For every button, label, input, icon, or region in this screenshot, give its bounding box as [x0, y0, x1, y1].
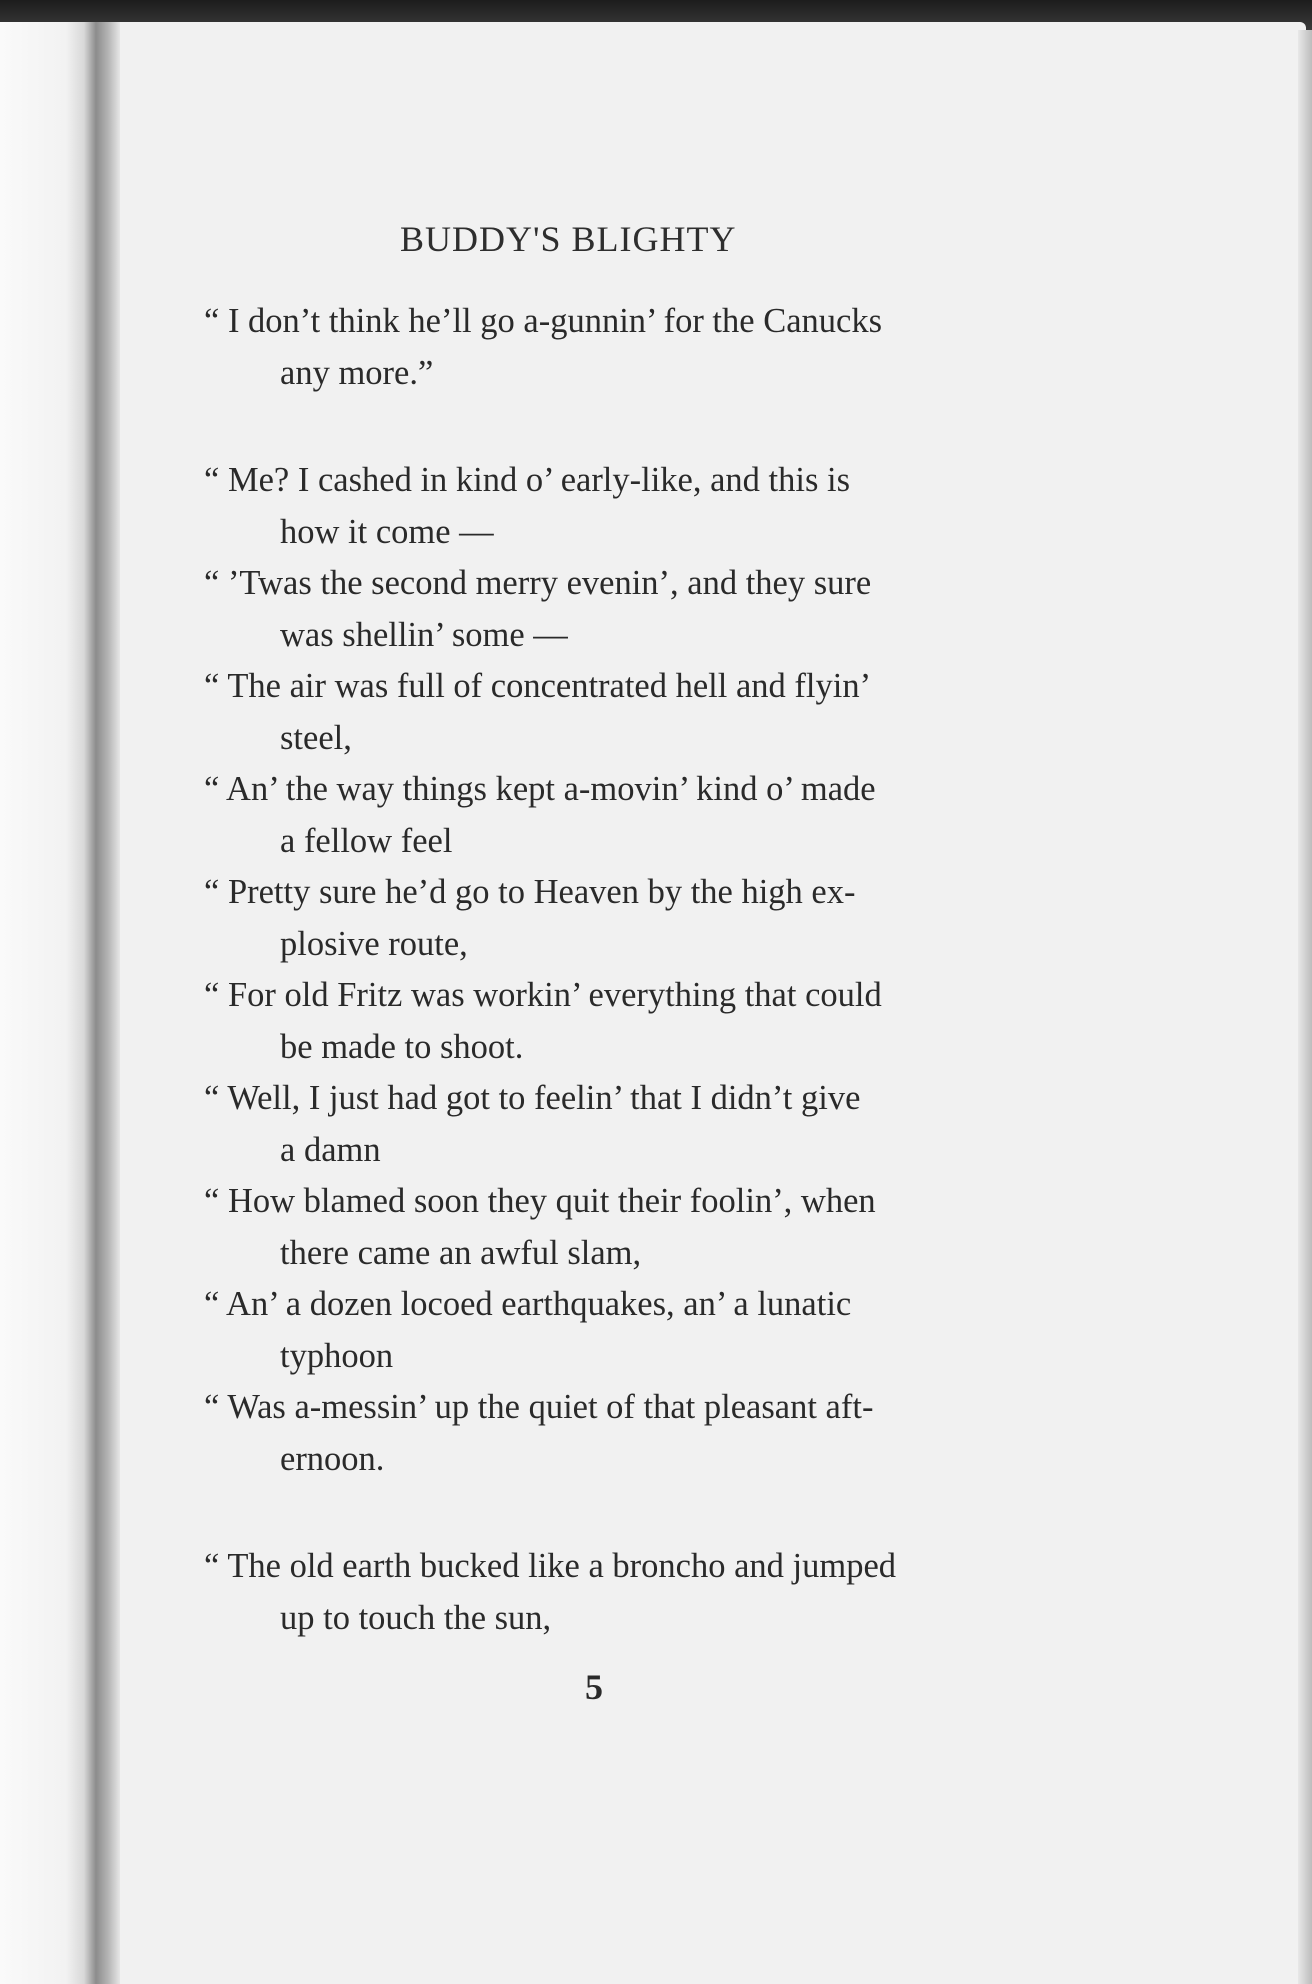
verse-line-continuation: any more.” [280, 353, 434, 392]
verse-line: “ An’ a dozen locoed earthquakes, an’ a lunatic [204, 1285, 852, 1323]
verse-line-continuation: be made to shoot. [280, 1027, 524, 1066]
verse-line-continuation: ernoon. [280, 1439, 385, 1478]
verse [204, 970, 1024, 1073]
verse-line: “ ’Twas the second merry evenin’, and they sure [204, 564, 872, 602]
page-gutter-shadow [0, 22, 120, 1984]
poem-body [204, 296, 1024, 1644]
verse-line-continuation: was shellin’ some — [280, 615, 568, 654]
stanza [204, 455, 1024, 1485]
verse-line-continuation: up to touch the sun, [280, 1598, 552, 1637]
verse [204, 764, 1024, 867]
verse-line: “ The air was full of concentrated hell and flyin’ [204, 667, 872, 705]
verse-line: “ Well, I just had got to feelin’ that I didn’t give [204, 1079, 861, 1117]
verse [204, 296, 1024, 399]
verse [204, 558, 1024, 661]
running-head: BUDDY'S BLIGHTY [400, 219, 737, 259]
verse [204, 1176, 1024, 1279]
verse-line: “ An’ the way things kept a-movin’ kind o’ made [204, 770, 876, 808]
verse-line-continuation: steel, [280, 718, 352, 757]
verse-line: “ Was a-messin’ up the quiet of that pleasant aft- [204, 1388, 874, 1426]
page-number: 5 [585, 1667, 603, 1707]
verse-line-continuation: a damn [280, 1130, 381, 1169]
stanza [204, 1541, 1024, 1644]
page-right-edge [1298, 30, 1312, 1984]
verse-line: “ Pretty sure he’d go to Heaven by the high ex- [204, 873, 856, 911]
verse [204, 867, 1024, 970]
verse-line-continuation: plosive route, [280, 924, 468, 963]
verse [204, 1279, 1024, 1382]
verse-line-continuation: a fellow feel [280, 821, 453, 860]
verse-line-continuation: how it come — [280, 512, 494, 551]
verse [204, 1073, 1024, 1176]
stanza [204, 296, 1024, 399]
verse-line: “ For old Fritz was workin’ everything that could [204, 976, 882, 1014]
verse-line: “ How blamed soon they quit their foolin’, when [204, 1182, 876, 1220]
verse-line: “ Me? I cashed in kind o’ early-like, and this is [204, 461, 851, 499]
verse-line-continuation: typhoon [280, 1336, 394, 1375]
verse-line: “ I don’t think he’ll go a-gunnin’ for the Canucks [204, 302, 883, 340]
verse [204, 661, 1024, 764]
verse [204, 1382, 1024, 1485]
verse-line-continuation: there came an awful slam, [280, 1233, 642, 1272]
verse-line: “ The old earth bucked like a broncho and jumped [204, 1547, 897, 1585]
verse [204, 1541, 1024, 1644]
verse [204, 455, 1024, 558]
